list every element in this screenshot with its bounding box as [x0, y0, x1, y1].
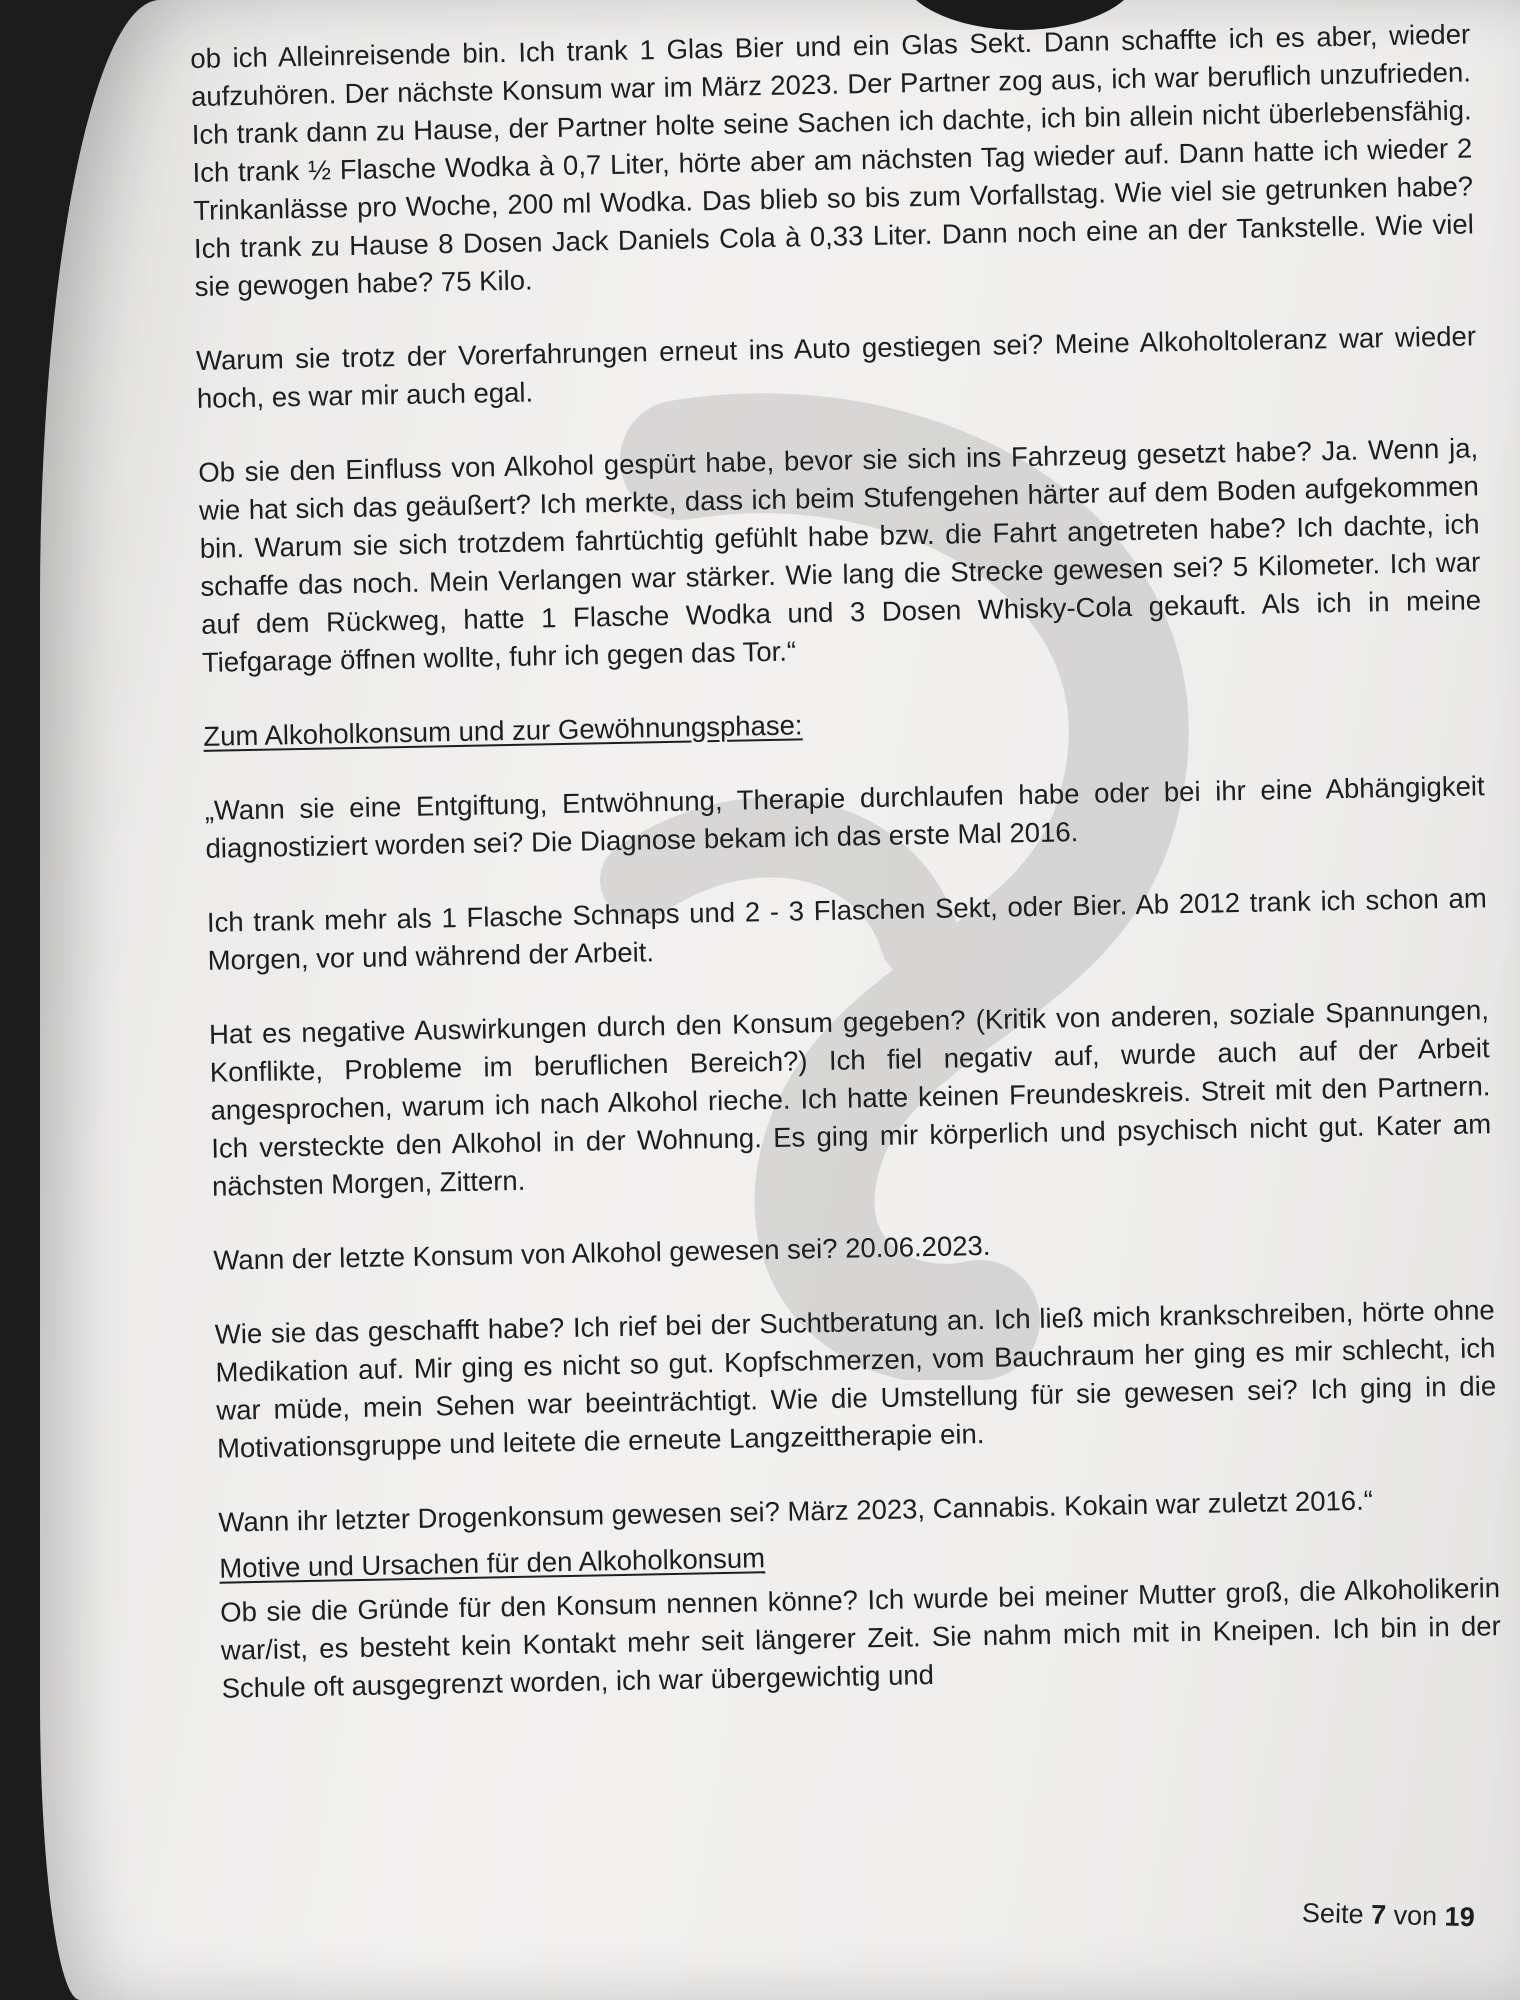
document-body	[190, 15, 1502, 1743]
page-number	[1302, 1898, 1475, 1934]
document-page	[40, 0, 1520, 2000]
section-heading: Zum Alkoholkonsum und zur Gewöhnungsphase:	[203, 709, 803, 752]
paragraph: Wann ihr letzter Drogenkonsum gewesen sei? März 2023, Cannabis. Kokain war zuletzt 2016.“	[218, 1484, 1374, 1538]
section-heading: Motive und Ursachen für den Alkoholkonsum	[219, 1542, 766, 1584]
page-current: 7	[1370, 1899, 1387, 1930]
paragraph: Hat es negative Auswirkungen durch den Konsum gegeben? (Kritik von anderen, soziale Spannungen, Konflikte, Probleme im beruflichen Bereich?) Ich fiel negativ auf, wurde auch auf der Arbeit angesprochen, warum ich nach Alkohol rieche. Ich hatte keinen Freundeskreis. Streit mit den Partnern. Ich versteckte den Alkohol in der Wohnung. Es ging mir körperlich und psychisch nicht gut. Kater am nächsten Morgen, Zittern.	[208, 994, 1492, 1202]
page-label: Seite	[1301, 1897, 1364, 1930]
paragraph: Ob sie die Gründe für den Konsum nennen könne? Ich wurde bei meiner Mutter groß, die Alkoholikerin war/ist, es besteht kein Kontakt mehr seit längerer Zeit. Sie nahm mich mit in Kneipen. Ich bin in der Schule oft ausgegrenzt worden, ich war übergewichtig und	[219, 1572, 1501, 1704]
paragraph: Wie sie das geschafft habe? Ich rief bei der Suchtberatung an. Ich ließ mich krankschreiben, hörte ohne Medikation auf. Mir ging es nicht so gut. Kopfschmerzen, vom Bauchraum her ging es mir schlecht, ich war müde, mein Sehen war beeinträchtigt. Wie die Umstellung für sie gewesen sei? Ich ging in die Motivationsgruppe und leitete die erneute Langzeittherapie ein.	[214, 1294, 1497, 1464]
paragraph: „Wann sie eine Entgiftung, Entwöhnung, Therapie durchlaufen habe oder bei ihr eine Abhängigkeit diagnostiziert worden sei? Die Diagnose bekam ich das erste Mal 2016.	[204, 770, 1485, 864]
paragraph: Ob sie den Einfluss von Alkohol gespürt habe, bevor sie sich ins Fahrzeug gesetzt habe? Ja. Wenn ja, wie hat sich das geäußert? Ich merkte, dass ich beim Stufengehen härter auf dem Boden aufgekommen bin. Warum sie sich trotzdem fahrtüchtig gefühlt habe bzw. die Fahrt angetreten habe? Ich dachte, ich schaffe das noch. Mein Verlangen war stärker. Wie lang die Strecke gewesen sei? 5 Kilometer. Ich war auf dem Rückweg, hatte 1 Flasche Wodka und 3 Dosen Whisky-Cola gekauft. Als ich in meine Tiefgarage öffnen wollte, fuhr ich gegen das Tor.“	[198, 432, 1482, 678]
paragraph: ob ich Alleinreisende bin. Ich trank 1 Glas Bier und ein Glas Sekt. Dann schaffte ich es aber, wieder aufzuhören. Der nächste Konsum war im März 2023. Der Partner zog aus, ich war beruflich unzufrieden. Ich trank dann zu Hause, der Partner holte seine Sachen ich dachte, ich bin allein nicht überlebensfähig. Ich trank ½ Flasche Wodka à 0,7 Liter, hörte aber am nächsten Tag wieder auf. Dann hatte ich wieder 2 Trinkanlässe pro Woche, 200 ml Wodka. Das blieb so bis zum Vorfallstag. Wie viel sie getrunken habe? Ich trank zu Hause 8 Dosen Jack Daniels Cola à 0,33 Liter. Dann noch eine an der Tankstelle. Wie viel sie gewogen habe? 75 Kilo.	[190, 18, 1475, 302]
paragraph: Warum sie trotz der Vorerfahrungen erneut ins Auto gestiegen sei? Meine Alkoholtoleranz war wieder hoch, es war mir auch egal.	[195, 320, 1477, 414]
paragraph: Wann der letzte Konsum von Alkohol gewesen sei? 20.06.2023.	[213, 1229, 991, 1276]
page-of-label: von	[1393, 1900, 1438, 1932]
page-total: 19	[1444, 1901, 1476, 1933]
paragraph: Ich trank mehr als 1 Flasche Schnaps und 2 - 3 Flaschen Sekt, oder Bier. Ab 2012 trank ich schon am Morgen, vor und während der Arbeit.	[206, 882, 1488, 976]
